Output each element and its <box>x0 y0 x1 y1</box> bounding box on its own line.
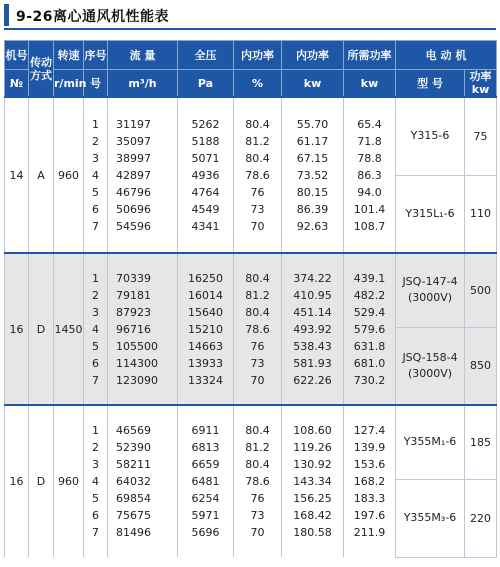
internal-power-column-value: 61.17 <box>296 134 329 148</box>
internal-power-column <box>282 253 344 405</box>
motor-power: 110 <box>465 175 497 253</box>
required-power-column-value: 439.1 <box>353 271 386 285</box>
required-power-column <box>344 97 396 253</box>
internal-power-column-value: 92.63 <box>296 219 329 233</box>
flow-column-value: 64032 <box>116 475 151 488</box>
header-motor-model: 型 号 <box>396 70 465 98</box>
required-power-column-value: 211.9 <box>353 526 386 539</box>
header-internal-power: 内功率 <box>282 41 344 70</box>
pressure-column <box>178 405 234 557</box>
required-power-column-value: 681.0 <box>353 356 386 370</box>
pressure-column-value: 6911 <box>191 424 220 437</box>
required-power-column-value: 579.6 <box>353 322 386 336</box>
pressure-column-value: 4764 <box>191 185 220 199</box>
flow-column-value: 81496 <box>116 526 151 539</box>
header-pressure: 全压 <box>178 41 234 70</box>
pressure-column-value: 5071 <box>191 151 220 165</box>
group-1-row-1 <box>5 97 497 175</box>
internal-power-column-value: 168.42 <box>293 509 332 522</box>
pressure-column-value: 4936 <box>191 168 220 182</box>
efficiency-column-value: 70 <box>250 526 265 539</box>
page-title: 9-26离心通风机性能表 <box>16 9 170 25</box>
required-power-column-value: 139.9 <box>353 441 386 454</box>
motor-model: Y355M₁-6 <box>396 405 465 479</box>
internal-power-column <box>282 405 344 557</box>
efficiency-column <box>234 97 282 253</box>
efficiency-column-value: 80.4 <box>245 151 270 165</box>
required-power-column-value: 529.4 <box>353 305 386 319</box>
flow-column-value: 79181 <box>116 288 151 302</box>
internal-power-column-value: 130.92 <box>293 458 332 471</box>
internal-power-column-value: 622.26 <box>293 373 332 387</box>
required-power-column-value: 101.4 <box>353 202 386 216</box>
flow-column-value: 52390 <box>116 441 151 454</box>
pressure-column-value: 16250 <box>188 271 223 285</box>
efficiency-column-value: 81.2 <box>245 441 270 454</box>
flow-column-value: 42897 <box>116 168 151 182</box>
header-flow: 流 量 <box>108 41 178 70</box>
seq-column <box>84 405 108 557</box>
pressure-column-value: 15210 <box>188 322 223 336</box>
flow-column-value: 31197 <box>116 117 151 131</box>
flow-column-value: 105500 <box>116 339 158 353</box>
header-drive-mode: 传动方式 <box>29 41 54 98</box>
pressure-column-value: 5696 <box>191 526 220 539</box>
title-bar <box>4 4 496 30</box>
motor-power: 500 <box>465 253 497 327</box>
seq-column-value: 5 <box>92 339 99 353</box>
internal-power-column-value: 73.52 <box>296 168 329 182</box>
efficiency-column-value: 81.2 <box>245 288 270 302</box>
drive-mode: D <box>29 405 54 557</box>
seq-column-value: 5 <box>92 185 99 199</box>
pressure-column-value: 6659 <box>191 458 220 471</box>
flow-column-value: 75675 <box>116 509 151 522</box>
flow-column-value: 54596 <box>116 219 151 233</box>
seq-column-value: 1 <box>92 117 99 131</box>
pressure-column-value: 6254 <box>191 492 220 505</box>
speed: 960 <box>54 405 84 557</box>
internal-power-column-value: 581.93 <box>293 356 332 370</box>
internal-power-column-value: 119.26 <box>293 441 332 454</box>
required-power-column-value: 482.2 <box>353 288 386 302</box>
group-3-row-1 <box>5 405 497 479</box>
flow-column-value: 50696 <box>116 202 151 216</box>
efficiency-column <box>234 405 282 557</box>
pressure-column-value: 4549 <box>191 202 220 216</box>
internal-power-column-value: 493.92 <box>293 322 332 336</box>
flow-column-value: 123090 <box>116 373 158 387</box>
header-efficiency-unit: % <box>234 70 282 98</box>
internal-power-column-value: 451.14 <box>293 305 332 319</box>
efficiency-column-value: 70 <box>250 373 265 387</box>
seq-column-value: 3 <box>92 458 99 471</box>
internal-power-column-value: 410.95 <box>293 288 332 302</box>
required-power-column <box>344 405 396 557</box>
motor-model: Y315-6 <box>396 97 465 175</box>
speed: 1450 <box>54 253 84 405</box>
efficiency-column-value: 70 <box>250 219 265 233</box>
seq-column-value: 6 <box>92 202 99 216</box>
efficiency-column-value: 78.6 <box>245 475 270 488</box>
header-pressure-unit: Pa <box>178 70 234 98</box>
pressure-column-value: 5262 <box>191 117 220 131</box>
internal-power-column-value: 55.70 <box>296 117 329 131</box>
seq-column-value: 7 <box>92 219 99 233</box>
header-speed-unit: r/min <box>54 70 84 98</box>
seq-column-value: 2 <box>92 134 99 148</box>
machine-no: 16 <box>5 253 29 405</box>
pressure-column <box>178 97 234 253</box>
seq-column-value: 6 <box>92 356 99 370</box>
seq-column <box>84 97 108 253</box>
efficiency-column-value: 76 <box>250 185 265 199</box>
motor-model: JSQ-147-4 (3000V) <box>396 253 465 327</box>
pressure-column-value: 15640 <box>188 305 223 319</box>
efficiency-column-value: 80.4 <box>245 305 270 319</box>
flow-column <box>108 253 178 405</box>
efficiency-column-value: 76 <box>250 339 265 353</box>
efficiency-column-value: 78.6 <box>245 168 270 182</box>
drive-mode: A <box>29 97 54 253</box>
machine-no: 14 <box>5 97 29 253</box>
efficiency-column-value: 76 <box>250 492 265 505</box>
flow-column-value: 70339 <box>116 271 151 285</box>
required-power-column-value: 168.2 <box>353 475 386 488</box>
seq-column-value: 4 <box>92 322 99 336</box>
header-seq: 序号 <box>84 41 108 70</box>
efficiency-column-value: 73 <box>250 509 265 522</box>
pressure-column-value: 6481 <box>191 475 220 488</box>
flow-column-value: 46569 <box>116 424 151 437</box>
motor-model: JSQ-158-4 (3000V) <box>396 327 465 405</box>
efficiency-column-value: 81.2 <box>245 134 270 148</box>
seq-column-value: 3 <box>92 305 99 319</box>
motor-model: Y315L₁-6 <box>396 175 465 253</box>
internal-power-column-value: 180.58 <box>293 526 332 539</box>
pressure-column-value: 4341 <box>191 219 220 233</box>
header-internal-power-unit: kw <box>282 70 344 98</box>
speed: 960 <box>54 97 84 253</box>
flow-column <box>108 97 178 253</box>
header-motor-power: 功率kw <box>465 70 497 98</box>
flow-column-value: 58211 <box>116 458 151 471</box>
required-power-column-value: 78.8 <box>357 151 382 165</box>
internal-power-column-value: 80.15 <box>296 185 329 199</box>
motor-power: 220 <box>465 479 497 557</box>
seq-column-value: 4 <box>92 475 99 488</box>
title-accent-block <box>4 4 9 26</box>
efficiency-column-value: 80.4 <box>245 271 270 285</box>
header-speed: 转速 <box>54 41 84 70</box>
performance-table <box>4 40 497 558</box>
required-power-column-value: 197.6 <box>353 509 386 522</box>
internal-power-column-value: 156.25 <box>293 492 332 505</box>
efficiency-column-value: 78.6 <box>245 322 270 336</box>
required-power-column-value: 65.4 <box>357 117 382 131</box>
seq-column-value: 7 <box>92 526 99 539</box>
pressure-column <box>178 253 234 405</box>
seq-column-value: 7 <box>92 373 99 387</box>
machine-no: 16 <box>5 405 29 557</box>
required-power-column-value: 631.8 <box>353 339 386 353</box>
internal-power-column-value: 538.43 <box>293 339 332 353</box>
seq-column-value: 5 <box>92 492 99 505</box>
table-body <box>5 97 497 557</box>
header-motor: 电 动 机 <box>396 41 497 70</box>
header-seq-unit: 号 <box>84 70 108 98</box>
header-required-power: 所需功率 <box>344 41 396 70</box>
pressure-column-value: 5188 <box>191 134 220 148</box>
seq-column-value: 1 <box>92 271 99 285</box>
seq-column <box>84 253 108 405</box>
flow-column-value: 87923 <box>116 305 151 319</box>
pressure-column-value: 13933 <box>188 356 223 370</box>
header-machine-no: 机号 <box>5 41 29 70</box>
flow-column-value: 69854 <box>116 492 151 505</box>
flow-column-value: 46796 <box>116 185 151 199</box>
efficiency-column-value: 80.4 <box>245 458 270 471</box>
efficiency-column-value: 80.4 <box>245 117 270 131</box>
required-power-column-value: 153.6 <box>353 458 386 471</box>
required-power-column-value: 183.3 <box>353 492 386 505</box>
pressure-column-value: 5971 <box>191 509 220 522</box>
drive-mode: D <box>29 253 54 405</box>
seq-column-value: 2 <box>92 441 99 454</box>
flow-column-value: 38997 <box>116 151 151 165</box>
required-power-column <box>344 253 396 405</box>
required-power-column-value: 730.2 <box>353 373 386 387</box>
pressure-column-value: 13324 <box>188 373 223 387</box>
seq-column-value: 1 <box>92 424 99 437</box>
motor-model: Y355M₃-6 <box>396 479 465 557</box>
required-power-column-value: 108.7 <box>353 219 386 233</box>
pressure-column-value: 14663 <box>188 339 223 353</box>
efficiency-column <box>234 253 282 405</box>
internal-power-column-value: 143.34 <box>293 475 332 488</box>
efficiency-column-value: 73 <box>250 202 265 216</box>
required-power-column-value: 71.8 <box>357 134 382 148</box>
header-efficiency: 内功率 <box>234 41 282 70</box>
internal-power-column-value: 86.39 <box>296 202 329 216</box>
internal-power-column-value: 67.15 <box>296 151 329 165</box>
header-flow-unit: m³/h <box>108 70 178 98</box>
pressure-column-value: 6813 <box>191 441 220 454</box>
header-required-power-unit: kw <box>344 70 396 98</box>
motor-power: 850 <box>465 327 497 405</box>
internal-power-column-value: 108.60 <box>293 424 332 437</box>
flow-column <box>108 405 178 557</box>
efficiency-column-value: 80.4 <box>245 424 270 437</box>
internal-power-column <box>282 97 344 253</box>
header-machine-no-unit: № <box>5 70 29 98</box>
seq-column-value: 3 <box>92 151 99 165</box>
required-power-column-value: 127.4 <box>353 424 386 437</box>
internal-power-column-value: 374.22 <box>293 271 332 285</box>
seq-column-value: 4 <box>92 168 99 182</box>
seq-column-value: 2 <box>92 288 99 302</box>
required-power-column-value: 94.0 <box>357 185 382 199</box>
motor-power: 75 <box>465 97 497 175</box>
required-power-column-value: 86.3 <box>357 168 382 182</box>
pressure-column-value: 16014 <box>188 288 223 302</box>
motor-power: 185 <box>465 405 497 479</box>
flow-column-value: 96716 <box>116 322 151 336</box>
efficiency-column-value: 73 <box>250 356 265 370</box>
group-2-row-1 <box>5 253 497 327</box>
seq-column-value: 6 <box>92 509 99 522</box>
flow-column-value: 35097 <box>116 134 151 148</box>
flow-column-value: 114300 <box>116 356 158 370</box>
